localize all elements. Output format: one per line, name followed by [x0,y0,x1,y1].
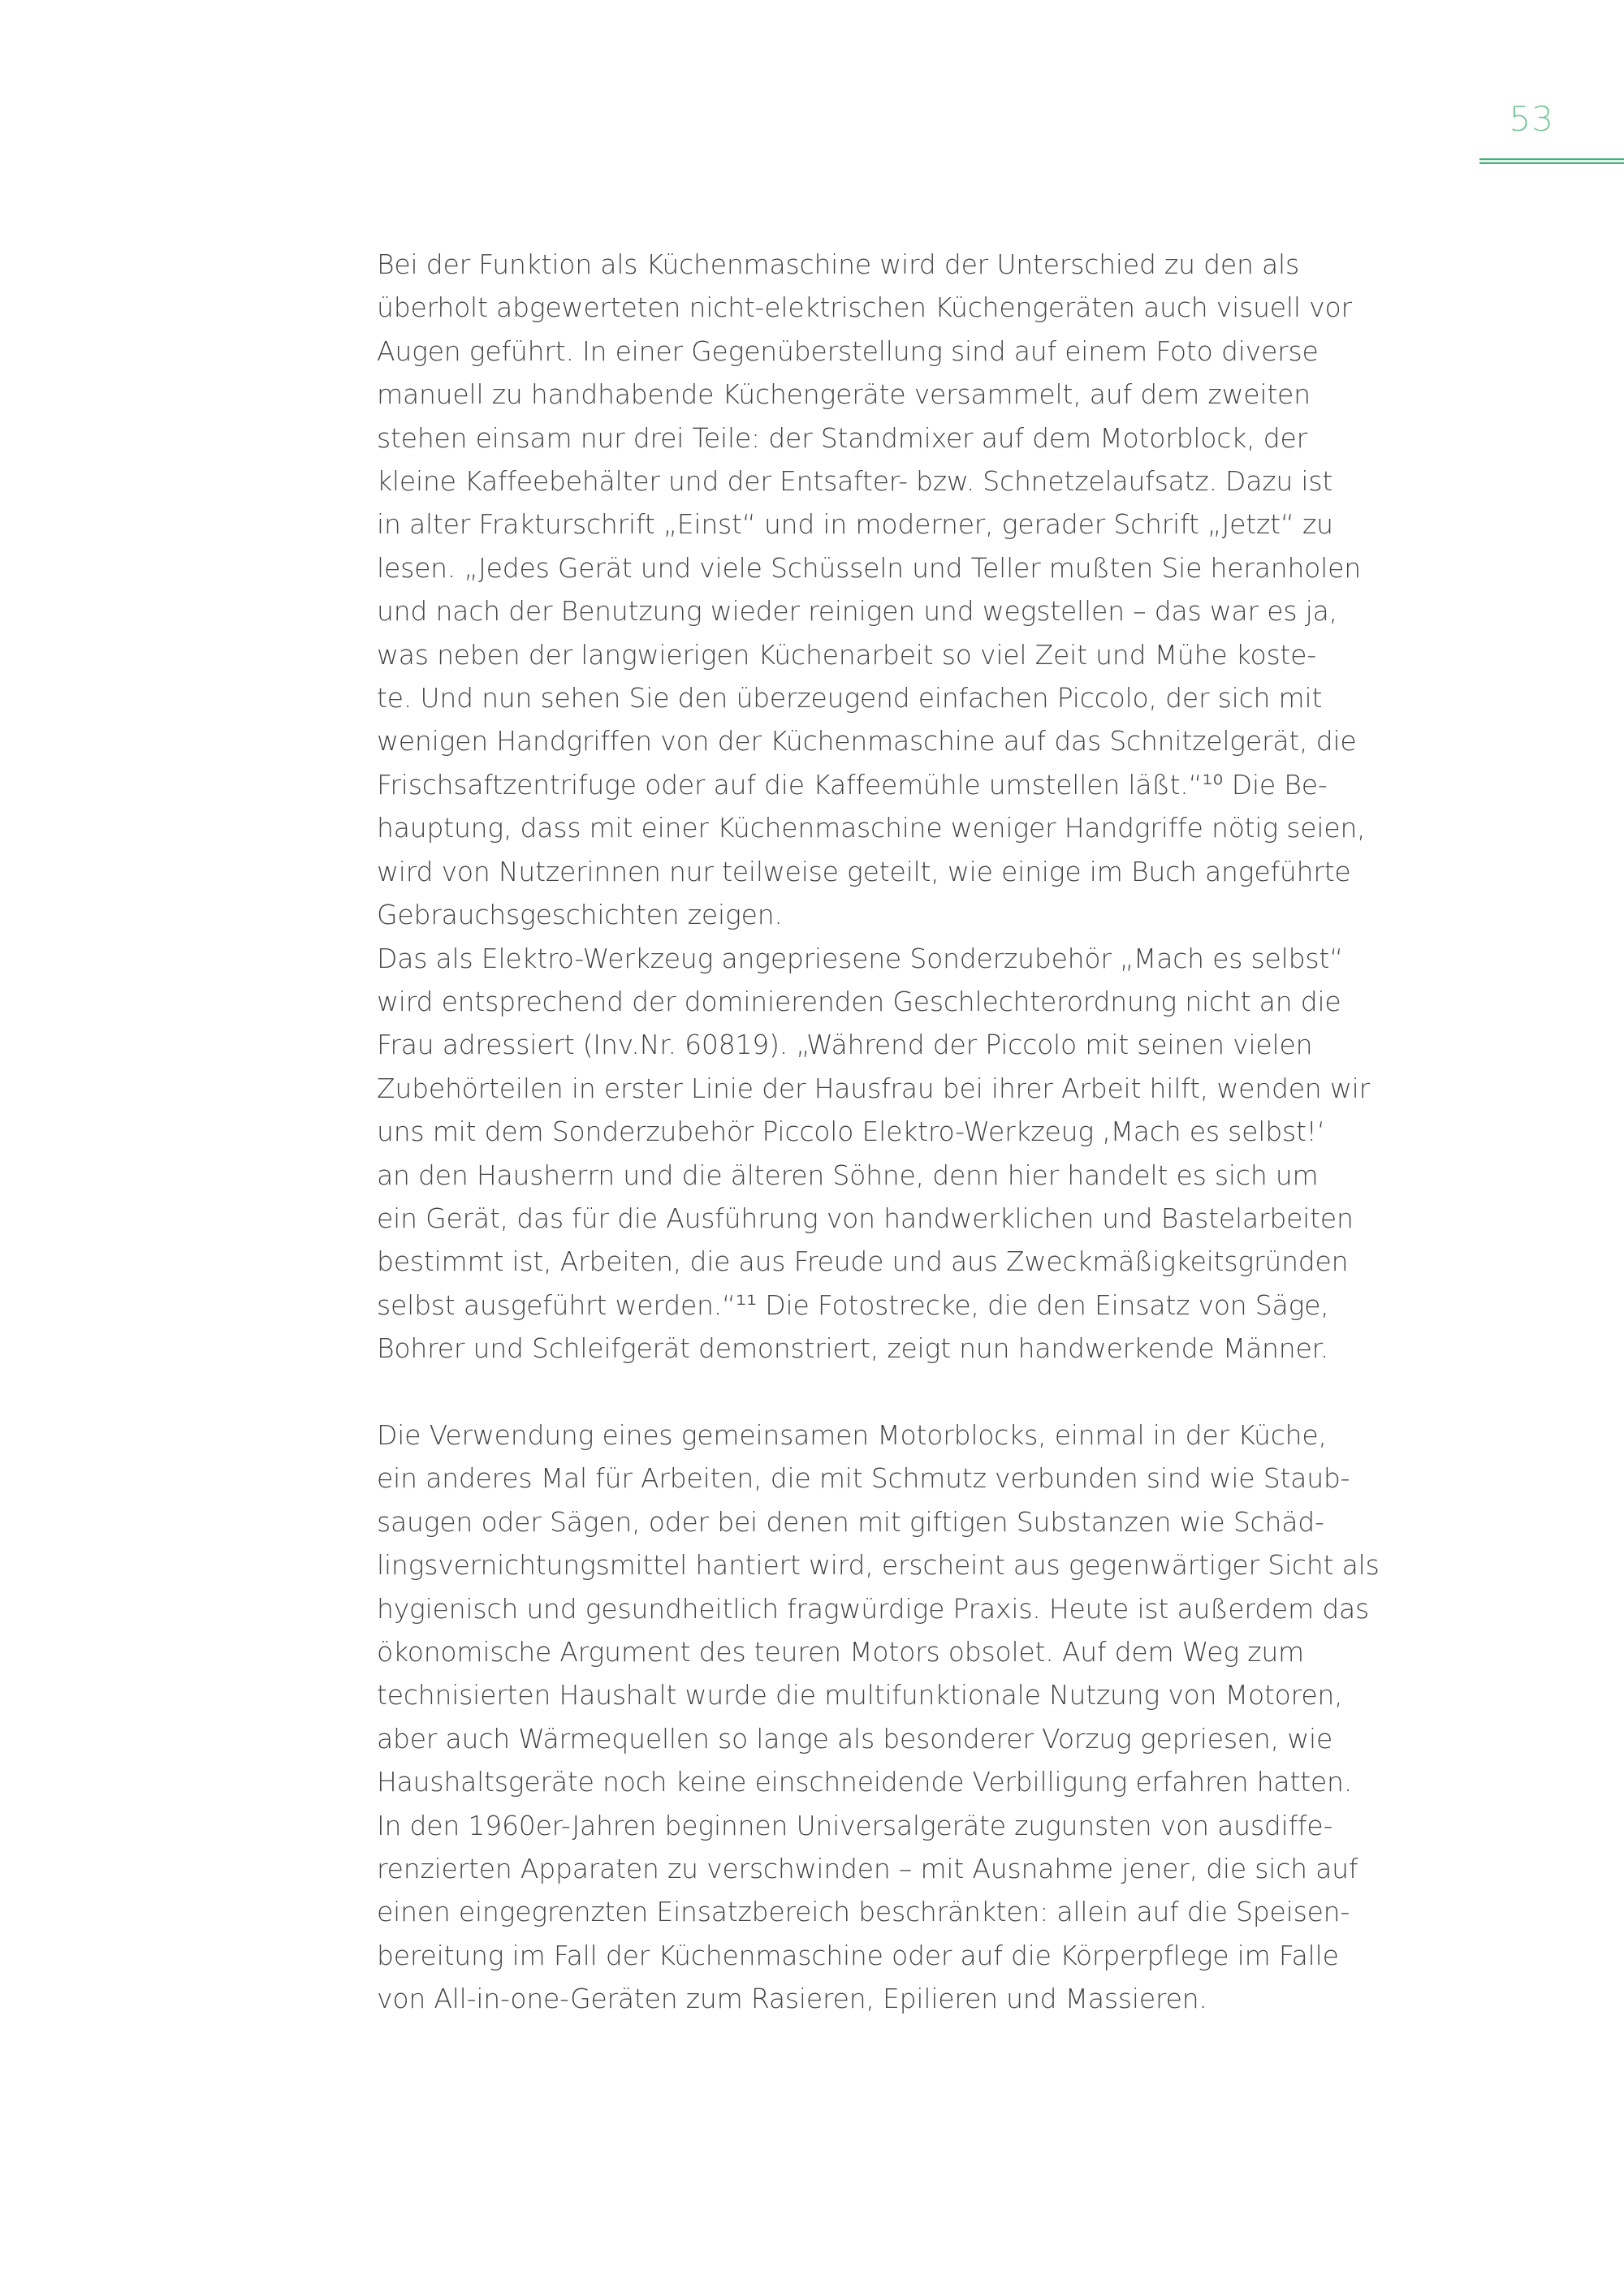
text-line: an den Hausherrn und die älteren Söhne, denn hier handelt es sich um [377,1159,1319,1191]
paragraph-kuechenmaschine [377,243,1462,937]
text-line: saugen oder Sägen, oder bei denen mit giftigen Substanzen wie Schäd- [377,1505,1324,1538]
text-line: kleine Kaffeebehälter und der Entsafter- bzw. Schnetzelaufsatz. Dazu ist [377,465,1333,498]
text-line: Bohrer und Schleifgerät demonstriert, zeigt nun handwerkende Männer. [377,1332,1329,1365]
text-line: ein Gerät, das für die Ausführung von handwerklichen und Bastelarbeiten [377,1202,1354,1234]
text-line: aber auch Wärmequellen so lange als besonderer Vorzug gepriesen, wie [377,1722,1333,1755]
text-line: wird von Nutzerinnen nur teilweise geteilt, wie einige im Buch angeführte [377,855,1351,887]
text-line: hygienisch und gesundheitlich fragwürdige Praxis. Heute ist außerdem das [377,1592,1370,1625]
text-line: hauptung, dass mit einer Küchenmaschine weniger Handgriffe nötig seien, [377,812,1366,844]
paragraph-motorblock [377,1414,1462,2021]
text-line: ein anderes Mal für Arbeiten, die mit Schmutz verbunden sind wie Staub- [377,1462,1350,1495]
text-line: Frischsaftzentrifuge oder auf die Kaffeemühle umstellen läßt.“¹⁰ Die Be- [377,768,1328,801]
text-line: lesen. „Jedes Gerät und viele Schüsseln und Teller mußten Sie heranholen [377,551,1361,584]
text-line: wenigen Handgriffen von der Küchenmaschine auf das Schnitzelgerät, die [377,725,1357,758]
text-line: te. Und nun sehen Sie den überzeugend einfachen Piccolo, der sich mit [377,682,1323,714]
text-line: ökonomische Argument des teuren Motors obsolet. Auf dem Weg zum [377,1635,1304,1668]
text-line: Zubehörteilen in erster Linie der Hausfrau bei ihrer Arbeit hilft, wenden wir [377,1072,1370,1104]
text-line: in alter Frakturschrift „Einst“ und in moderner, gerader Schrift „Jetzt“ zu [377,508,1333,541]
text-line: Das als Elektro-Werkzeug angepriesene Sonderzubehör „Mach es selbst“ [377,942,1343,974]
paragraph-elektro-werkzeug [377,937,1462,1370]
text-line: überholt abgewerteten nicht-elektrischen Küchengeräten auch visuell vor [377,291,1352,324]
header-rule [1479,158,1624,164]
text-line: Frau adressiert (Inv.Nr. 60819). „Während der Piccolo mit seinen vielen [377,1029,1313,1061]
text-line: stehen einsam nur drei Teile: der Standmixer auf dem Motorblock, der [377,421,1307,454]
text-line: uns mit dem Sonderzubehör Piccolo Elektro-Werkzeug ‚Mach es selbst!‘ [377,1116,1326,1148]
text-line: Die Verwendung eines gemeinsamen Motorblocks, einmal in der Küche, [377,1418,1327,1451]
text-line: Haushaltsgeräte noch keine einschneidende Verbilligung erfahren hatten. [377,1766,1353,1798]
text-line: Bei der Funktion als Küchenmaschine wird der Unterschied zu den als [377,248,1299,280]
page-number: 53 [1509,99,1554,139]
text-line: wird entsprechend der dominierenden Geschlechterordnung nicht an die [377,985,1341,1017]
text-line: und nach der Benutzung wieder reinigen und wegstellen – das war es ja, [377,595,1337,628]
text-line: In den 1960er-Jahren beginnen Universalgeräte zugunsten von ausdiffe- [377,1809,1333,1841]
text-line: was neben der langwierigen Küchenarbeit so viel Zeit und Mühe koste- [377,638,1316,671]
text-line: renzierten Apparaten zu verschwinden – mit Ausnahme jener, die sich auf [377,1853,1358,1885]
text-line: einen eingegrenzten Einsatzbereich beschränkten: allein auf die Speisen- [377,1896,1350,1928]
text-line: von All-in-one-Geräten zum Rasieren, Epilieren und Massieren. [377,1983,1207,2015]
text-line: Gebrauchsgeschichten zeigen. [377,899,783,931]
text-line: manuell zu handhabende Küchengeräte versammelt, auf dem zweiten [377,378,1311,411]
text-line: lingsvernichtungsmittel hantiert wird, erscheint aus gegenwärtiger Sicht als [377,1549,1380,1582]
text-line: bereitung im Fall der Küchenmaschine oder auf die Körperpflege im Falle [377,1939,1339,1971]
text-line: technisierten Haushalt wurde die multifunktionale Nutzung von Motoren, [377,1679,1343,1711]
text-line: bestimmt ist, Arbeiten, die aus Freude und aus Zweckmäßigkeitsgründen [377,1245,1349,1278]
body-text [377,243,1462,2021]
text-line: selbst ausgeführt werden.“¹¹ Die Fotostrecke, die den Einsatz von Säge, [377,1288,1329,1321]
text-line: Augen geführt. In einer Gegenüberstellung sind auf einem Foto diverse [377,335,1319,367]
